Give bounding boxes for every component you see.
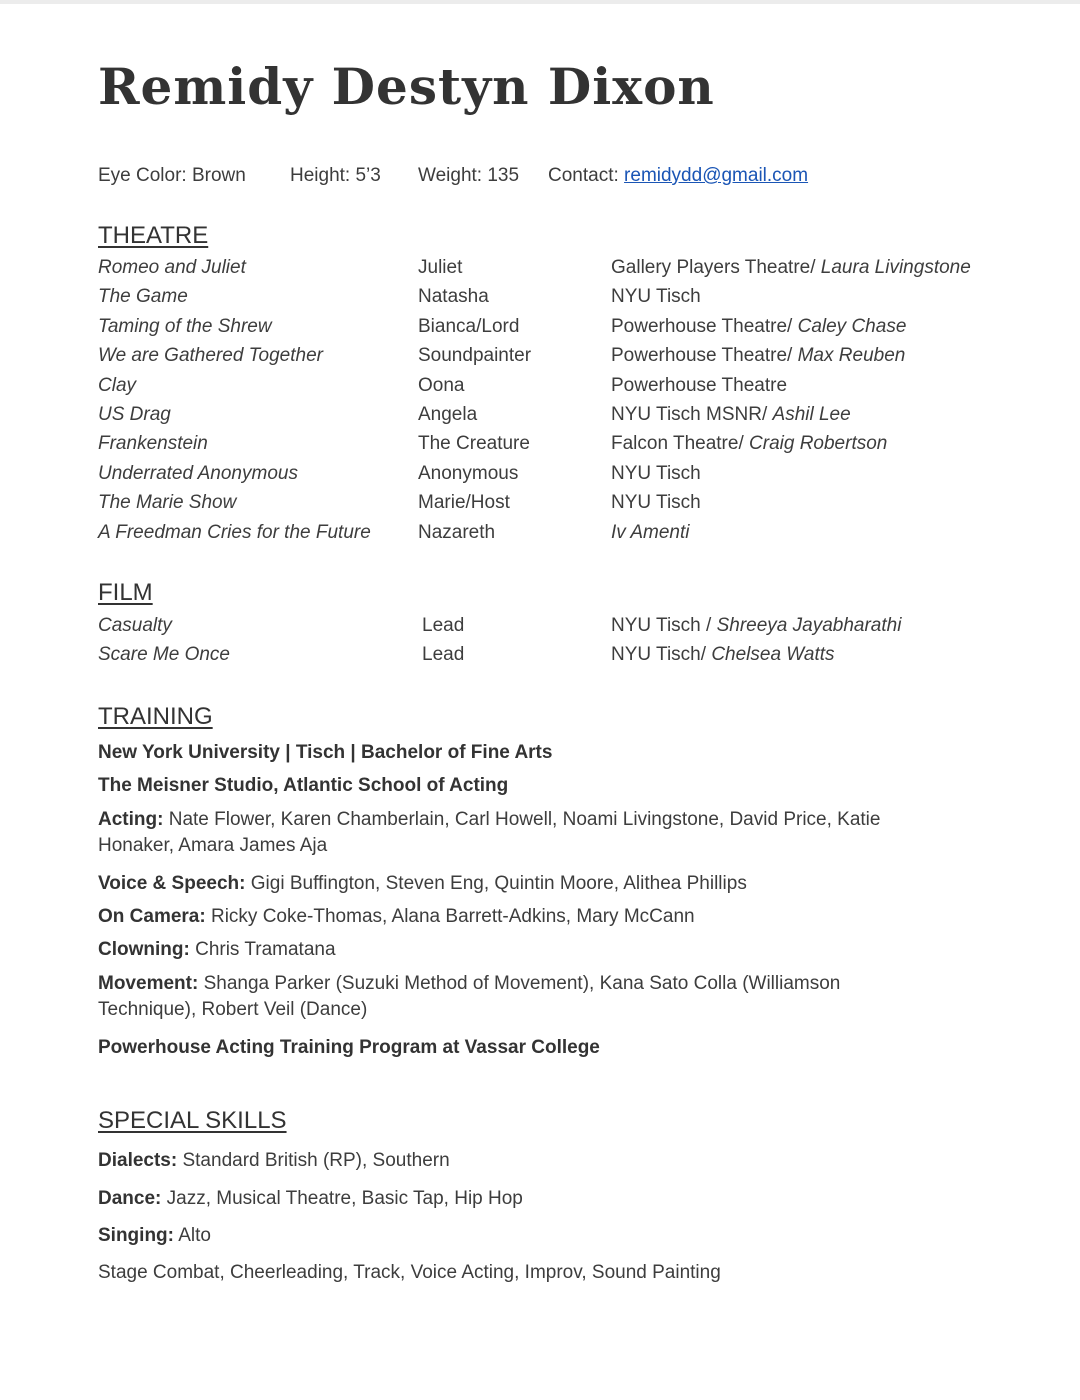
theatre-credit-row [0,430,1080,458]
company-director [611,342,905,370]
movement-teachers: Shanga Parker (Suzuki Method of Movement), Kana Sato Colla (Williamson Technique), Robert Veil (Dance) [98,973,841,1020]
production-title: Frankenstein [98,433,208,455]
film-credit-row [0,612,1080,640]
director: Shreeya Jayabharathi [716,615,902,636]
other-skills: Stage Combat, Cheerleading, Track, Voice Acting, Improv, Sound Painting [98,1262,721,1283]
company-director [611,612,901,640]
production-title: Romeo and Juliet [98,257,246,278]
theatre-credit-row [0,519,1080,547]
eye-color: Eye Color: Brown [98,165,246,186]
theatre-credit-row [0,313,1080,341]
role: Lead [422,615,465,636]
singing-label: Singing: [98,1225,174,1246]
training-camera [98,904,938,930]
company-director [611,254,971,282]
production-title: US Drag [98,404,171,425]
actor-name: Remidy Destyn Dixon [98,57,715,116]
training-meisner-text: The Meisner Studio, Atlantic School of Acting [98,775,509,796]
production-title: Scare Me Once [98,644,230,665]
company-director [611,641,835,669]
company: Powerhouse Theatre [611,374,788,396]
contact-label: Contact: [548,165,619,186]
voice-teachers: Gigi Buffington, Steven Eng, Quintin Moore, Alithea Phillips [250,873,747,894]
company: NYU Tisch / [611,615,712,636]
acting-teachers: Nate Flower, Karen Chamberlain, Carl Howell, Noami Livingstone, David Price, Katie Honaker, Amara James Aja [98,809,881,856]
director: Chelsea Watts [711,644,835,665]
dialects-label: Dialects: [98,1150,178,1171]
production-title: We are Gathered Together [98,345,323,367]
training-meisner [98,773,938,799]
camera-label: On Camera: [98,906,206,927]
company-director [611,313,906,341]
training-nyu-text: New York University | Tisch | Bachelor of Fine Arts [98,742,553,763]
role: Angela [418,404,478,425]
production-title: The Marie Show [98,492,237,514]
skill-singing [98,1223,938,1249]
company-director [611,519,690,547]
page-top-border [0,0,1080,4]
camera-teachers: Ricky Coke-Thomas, Alana Barrett-Adkins, Mary McCann [210,906,695,927]
company: Gallery Players Theatre/ [611,257,816,278]
role: Juliet [418,257,463,278]
role: Natasha [418,286,489,308]
company: NYU Tisch MSNR/ [611,404,768,425]
company: NYU Tisch [611,492,701,514]
company: Falcon Theatre/ [611,433,744,455]
dance-label: Dance: [98,1188,162,1209]
film-heading: FILM [98,579,153,606]
theatre-credit-row [0,401,1080,429]
company: NYU Tisch/ [611,644,707,665]
dance-value: Jazz, Musical Theatre, Basic Tap, Hip Hop [166,1188,523,1209]
director: Iv Amenti [611,521,690,543]
theatre-credit-row [0,460,1080,488]
company-director [611,430,887,458]
theatre-credit-row [0,254,1080,282]
company: NYU Tisch [611,462,701,484]
role: Bianca/Lord [418,315,520,337]
skills-heading: SPECIAL SKILLS [98,1107,287,1134]
clowning-teachers: Chris Tramatana [195,939,336,960]
company-director [611,401,851,429]
film-credit-row [0,641,1080,669]
contact [548,164,808,188]
production-title: Clay [98,374,137,396]
height: Height: 5’3 [290,165,381,186]
director: Max Reuben [797,345,906,367]
training-heading: TRAINING [98,703,213,730]
voice-label: Voice & Speech: [98,873,246,894]
role: Lead [422,644,465,665]
company: Powerhouse Theatre/ [611,345,793,367]
director: Ashil Lee [772,404,851,425]
movement-label: Movement: [98,973,199,994]
role: The Creature [418,433,530,455]
production-title: Taming of the Shrew [98,315,272,337]
theatre-credit-row [0,489,1080,517]
role: Soundpainter [418,345,532,367]
training-powerhouse [98,1035,938,1061]
theatre-credit-row [0,342,1080,370]
theatre-credit-row [0,372,1080,400]
company-director [611,372,787,400]
dialects-value: Standard British (RP), Southern [182,1150,450,1171]
role: Anonymous [418,462,519,484]
email-link[interactable]: remidydd@gmail.com [624,165,809,186]
role: Oona [418,374,465,396]
clowning-label: Clowning: [98,939,190,960]
skill-dialects [98,1148,938,1174]
director: Craig Robertson [749,433,888,455]
company-director [611,460,701,488]
singing-value: Alto [178,1225,211,1246]
production-title: A Freedman Cries for the Future [98,521,371,543]
training-powerhouse-text: Powerhouse Acting Training Program at Vassar College [98,1037,600,1058]
production-title: Underrated Anonymous [98,462,298,484]
company: Powerhouse Theatre/ [611,315,793,337]
company-director [611,489,701,517]
training-acting [98,807,938,859]
director: Caley Chase [797,315,907,337]
theatre-credit-row [0,283,1080,311]
director: Laura Livingstone [820,257,971,278]
skill-other [98,1260,938,1286]
weight: Weight: 135 [418,165,520,186]
production-title: Casualty [98,615,172,636]
role: Marie/Host [418,492,510,514]
training-nyu [98,740,938,766]
role: Nazareth [418,521,496,543]
skill-dance [98,1186,938,1212]
production-title: The Game [98,286,188,308]
training-voice [98,871,938,897]
training-movement [98,971,938,1023]
company: NYU Tisch [611,286,701,308]
company-director [611,283,701,311]
training-clowning [98,937,938,963]
theatre-heading: THEATRE [98,222,209,249]
acting-label: Acting: [98,809,164,830]
